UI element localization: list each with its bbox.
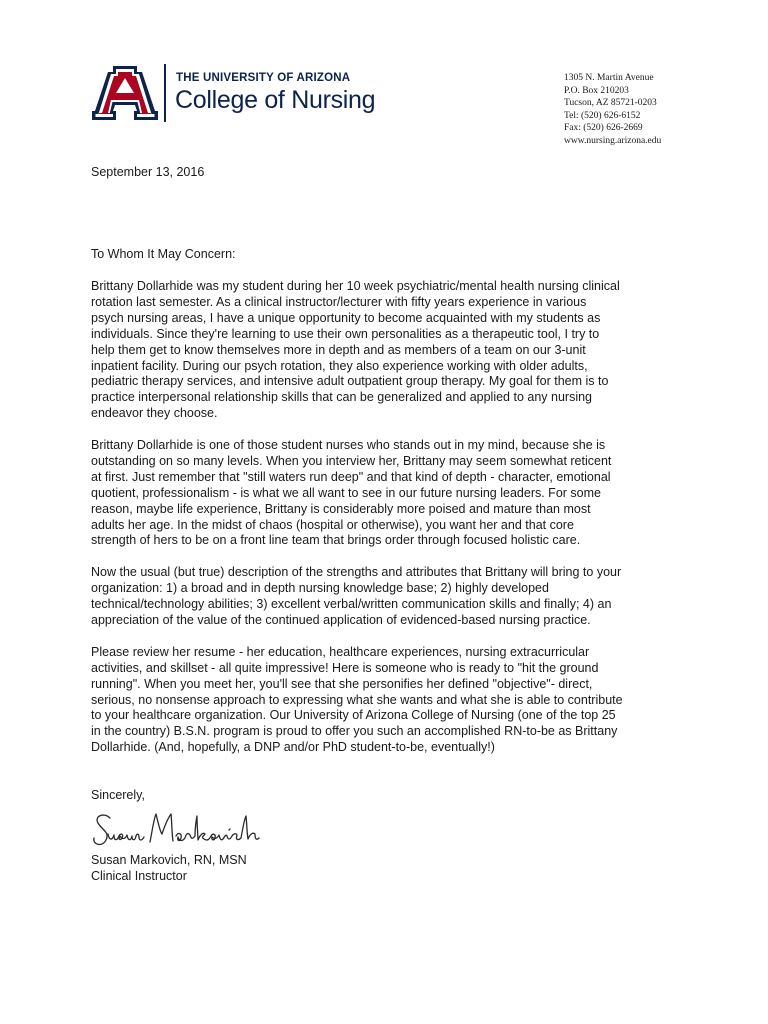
paragraph-line: Brittany Dollarhide is one of those student nurses who stands out in my mind, because she is — [91, 438, 606, 453]
paragraph-line: psych nursing areas, I have a unique opportunity to become acquainted with my students as — [91, 310, 601, 325]
paragraph-line: running". When you meet her, you'll see that she personifies her defined "objective"- direct, — [91, 676, 593, 691]
paragraph-line: strength of hers to be on a front line team that brings order through focused holistic care. — [91, 533, 581, 548]
paragraph-line: Please review her resume - her education, healthcare experiences, nursing extracurricular — [91, 644, 590, 659]
paragraph-line: to your healthcare organization. Our University of Arizona College of Nursing (one of the top 25 — [91, 708, 616, 723]
paragraph-line: help them get to know themselves more in depth and as members of a team on our 3-unit — [91, 342, 586, 357]
paragraph-line: quotient, professionalism - is what we all want to see in our future nursing leaders. For some — [91, 485, 601, 500]
paragraph-line: in the country) B.S.N. program is proud to offer you such an accomplished RN-to-be as Brittany — [91, 724, 618, 739]
fax-line: Fax: (520) 626-2669 — [564, 123, 643, 134]
paragraph-2 — [91, 438, 691, 549]
paragraph-line: Now the usual (but true) description of the strengths and attributes that Brittany will bring to your — [91, 565, 622, 580]
paragraph-3 — [91, 565, 691, 629]
paragraph-line: appreciation of the value of the continued application of evidenced-based nursing practice. — [91, 613, 591, 627]
paragraph-line: individuals. Since they're learning to use their own personalities as a therapeutic tool, I try to — [91, 326, 600, 341]
letterhead-address — [564, 72, 661, 148]
college-name: College of Nursing — [175, 86, 376, 114]
paragraph-1 — [91, 279, 691, 422]
letter-date: September 13, 2016 — [91, 165, 205, 179]
salutation: To Whom It May Concern: — [91, 247, 236, 261]
paragraph-line: at first. Just remember that "still waters run deep" and that kind of depth - character, emotional — [91, 469, 611, 484]
logo-divider — [164, 64, 166, 122]
signature-scribble-icon — [92, 808, 282, 852]
paragraph-line: practice interpersonal relationship skills that can be generalized and applied to any nursing — [91, 390, 593, 405]
address-line: Tucson, AZ 85721-0203 — [564, 98, 657, 109]
closing: Sincerely, — [91, 788, 145, 802]
website-line: www.nursing.arizona.edu — [564, 135, 662, 146]
paragraph-line: Dollarhide. (And, hopefully, a DNP and/or PhD student-to-be, eventually!) — [91, 740, 495, 755]
handwritten-signature — [92, 808, 282, 852]
address-line: 1305 N. Martin Avenue — [564, 73, 654, 83]
paragraph-line: adults her age. In the midst of chaos (hospital or otherwise), you want her and that core — [91, 517, 574, 532]
signer-name: Susan Markovich, RN, MSN — [91, 853, 247, 867]
paragraph-line: serious, no nonsense approach to expressing what she wants and what she is able to contribute — [91, 692, 623, 707]
paragraph-line: endeavor they choose. — [91, 406, 218, 421]
paragraph-line: inpatient facility. During our psych rotation, they also experience working with older adults, — [91, 358, 588, 373]
paragraph-line: reason, maybe life experience, Brittany is considerably more poised and mature than most — [91, 501, 591, 516]
paragraph-line: Brittany Dollarhide was my student during her 10 week psychiatric/mental health nursing clinical — [91, 279, 620, 293]
paragraph-line: pediatric therapy services, and intensive adult outpatient group therapy. My goal for them is to — [91, 374, 609, 389]
university-name: THE UNIVERSITY OF ARIZONA — [176, 72, 351, 84]
block-a-logo-icon — [92, 64, 158, 122]
phone-line: Tel: (520) 626-6152 — [564, 110, 641, 121]
paragraph-line: outstanding on so many levels. When you interview her, Brittany may seem somewhat reticent — [91, 453, 612, 468]
university-logo — [92, 64, 158, 122]
paragraph-line: rotation last semester. As a clinical instructor/lecturer with fifty years experience in various — [91, 294, 587, 309]
signer-title: Clinical Instructor — [91, 869, 187, 883]
paragraph-line: technical/technology abilities; 3) excellent verbal/written communication skills and finally; 4) an — [91, 597, 612, 612]
address-line: P.O. Box 210203 — [564, 85, 629, 96]
letter-body — [91, 279, 691, 772]
paragraph-line: activities, and skillset - all quite impressive! Here is someone who is ready to "hit the ground — [91, 660, 599, 675]
paragraph-4 — [91, 645, 691, 756]
paragraph-line: organization: 1) a broad and in depth nursing knowledge base; 2) highly developed — [91, 581, 549, 596]
